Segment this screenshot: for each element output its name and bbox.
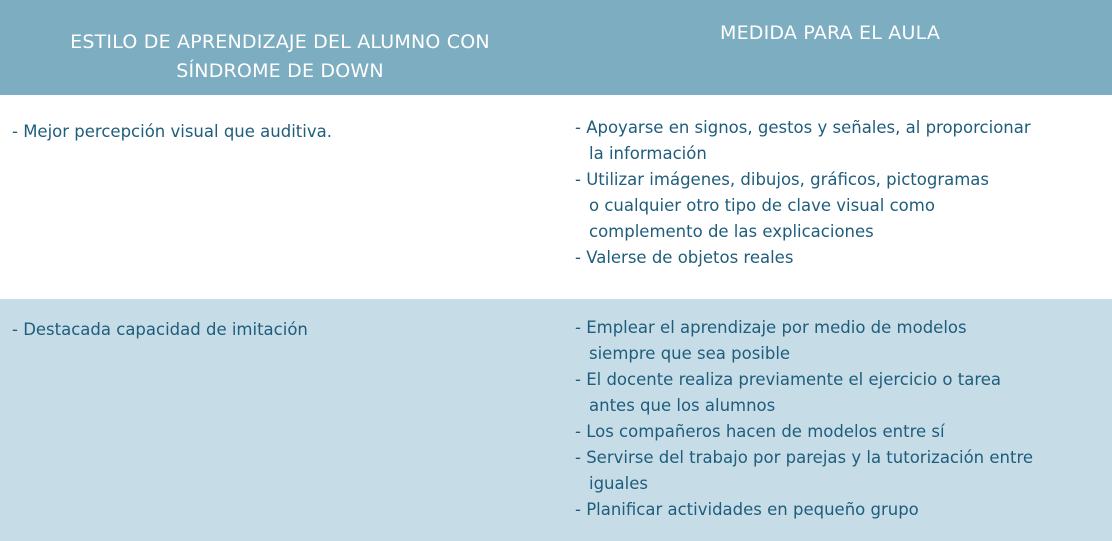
measure-item: - Apoyarse en signos, gestos y señales, al proporcionar la información	[575, 118, 1031, 163]
measure-item: - Planificar actividades en pequeño grupo	[575, 500, 919, 519]
measure-list	[567, 115, 1107, 271]
learning-style-cell: - Destacada capacidad de imitación	[12, 320, 308, 339]
measure-item: - Los compañeros hacen de modelos entre sí	[575, 422, 945, 441]
header-learning-style: ESTILO DE APRENDIZAJE DEL ALUMNO CON SÍNDROME DE DOWN	[70, 31, 490, 82]
measure-item: - El docente realiza previamente el ejercicio o tarea antes que los alumnos	[575, 370, 1002, 415]
table-row	[0, 95, 1112, 299]
measure-item: - Servirse del trabajo por parejas y la tutorización entre iguales	[575, 448, 1034, 493]
measure-list	[567, 315, 1107, 523]
measure-item: - Emplear el aprendizaje por medio de modelos siempre que sea posible	[575, 318, 967, 363]
table-row	[0, 299, 1112, 541]
measure-item: - Valerse de objetos reales	[575, 248, 794, 267]
header-classroom-measure: MEDIDA PARA EL AULA	[719, 22, 941, 44]
table-header	[0, 0, 1112, 95]
measure-item: - Utilizar imágenes, dibujos, gráficos, pictogramas o cualquier otro tipo de clave visual como complemento de las explicaciones	[575, 170, 989, 241]
learning-style-cell: - Mejor percepción visual que auditiva.	[12, 122, 332, 141]
